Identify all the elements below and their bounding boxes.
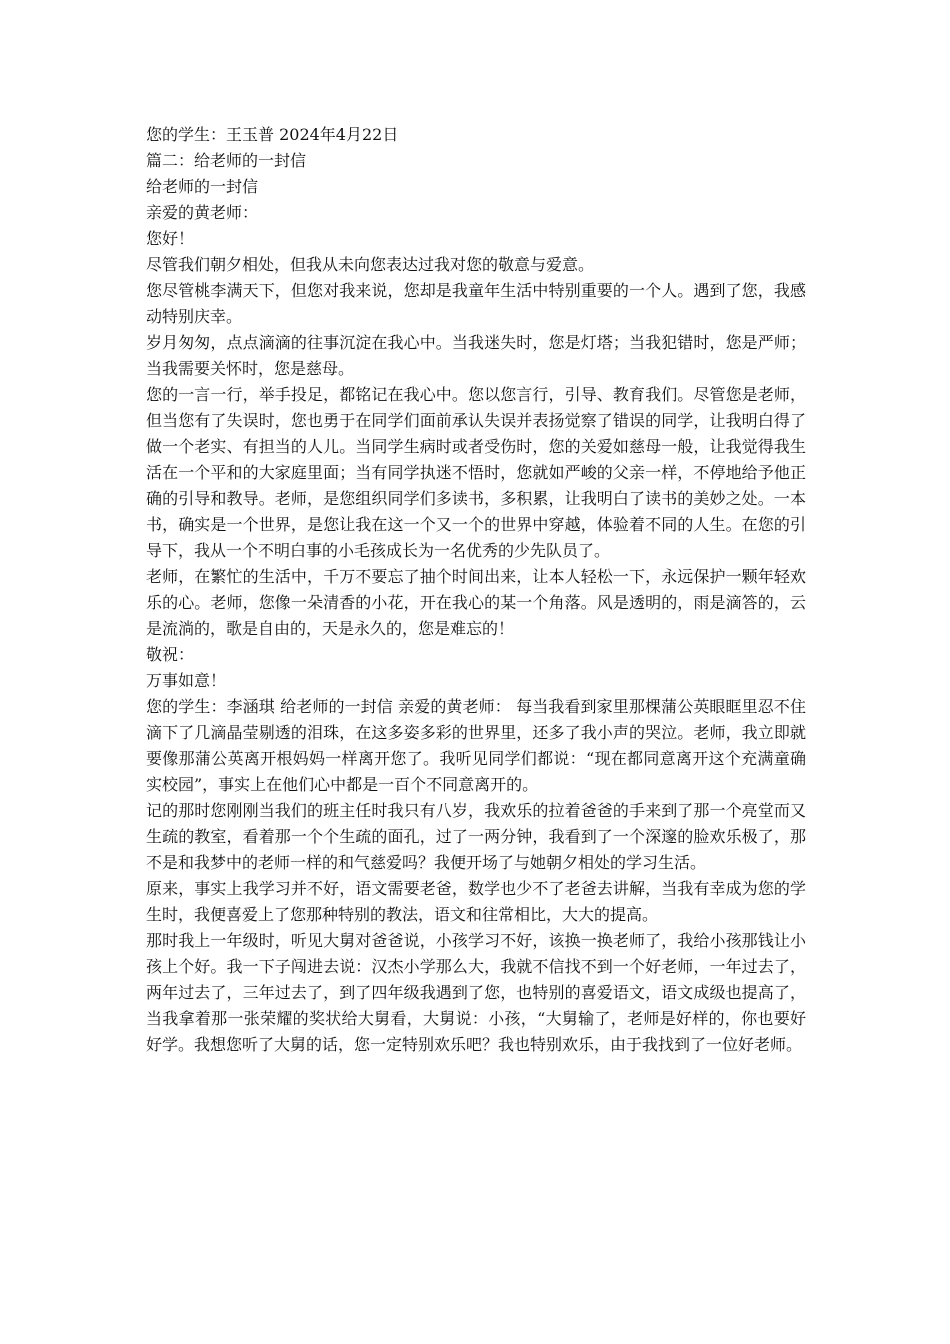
salutation: 亲爱的黄老师： — [146, 203, 259, 222]
closing-wish: 万事如意！ — [146, 671, 227, 690]
body-paragraph: 尽管我们朝夕相处，但我从未向您表达过我对您的敬意与爱意。 — [146, 255, 595, 274]
body-paragraph: 您尽管桃李满天下，但您对我来说，您却是我童年生活中特别重要的一个人。遇到了您，我感动特别庆幸。 — [146, 281, 806, 326]
body-paragraph: 原来，事实上我学习并不好，语文需要老爸，数学也少不了老爸去讲解，当我有幸成为您的学生时，我便喜爱上了您那种特别的教法，语文和往常相比，大大的提高。 — [146, 879, 806, 924]
signature-line: 您的学生：王玉普 2024年4月22日 — [146, 125, 399, 144]
section-heading: 篇二：给老师的一封信 — [146, 151, 307, 170]
body-paragraph: 您的一言一行，举手投足，都铭记在我心中。您以您言行，引导、教育我们。尽管您是老师，但当您有了失误时，您也勇于在同学们面前承认失误并表扬觉察了错误的同学，让我明白得了做一个老实、有担当的人儿。当同学生病时或者受伤时，您的关爱如慈母一般，让我觉得我生活在一个平和的大家庭里面；当有同学执迷不悟时，您就如严峻的父亲一样，不停地给予他正确的引导和教导。老师，是您组织同学们多读书，多积累，让我明白了读书的美妙之处。一本书，确实是一个世界，是您让我在这一个又一个的世界中穿越，体验着不同的人生。在您的引导下，我从一个不明白事的小毛孩成长为一名优秀的少先队员了。 — [146, 385, 806, 560]
body-paragraph: 岁月匆匆，点点滴滴的往事沉淀在我心中。当我迷失时，您是灯塔；当我犯错时，您是严师；当我需要关怀时，您是慈母。 — [146, 333, 806, 378]
body-paragraph: 那时我上一年级时，听见大舅对爸爸说，小孩学习不好，该换一换老师了，我给小孩那钱让小孩上个好。我一下子闯进去说：汉杰小学那么大，我就不信找不到一个好老师，一年过去了，两年过去了，三年过去了，到了四年级我遇到了您，也特别的喜爱语文，语文成级也提高了，当我拿着那一张荣耀的奖状给大舅看，大舅说：小孩，“大舅输了，老师是好样的，你也要好好学。我想您听了大舅的话，您一定特别欢乐吧？我也特别欢乐，由于我找到了一位好老师。 — [146, 931, 806, 1054]
greeting: 您好！ — [146, 229, 195, 248]
body-paragraph: 老师，在繁忙的生活中，千万不要忘了抽个时间出来，让本人轻松一下，永远保护一颗年轻欢乐的心。老师，您像一朵清香的小花，开在我心的某一个角落。风是透明的，雨是滴答的，云是流淌的，歌是自由的，天是永久的，您是难忘的！ — [146, 567, 806, 638]
body-paragraph: 您的学生：李涵琪 给老师的一封信 亲爱的黄老师： 每当我看到家里那棵蒲公英眼眶里忍不住滴下了几滴晶莹剔透的泪珠，在这多姿多彩的世界里，还多了我小声的哭泣。老师，我立即就要像那蒲公英离开根妈妈一样离开您了。我听见同学们都说：“现在都同意离开这个充满童确实校园”，事实上在他们心中都是一百个不同意离开的。 — [146, 697, 806, 794]
letter-title: 给老师的一封信 — [146, 177, 259, 196]
closing-salute: 敬祝： — [146, 645, 195, 664]
document-body — [146, 122, 806, 1058]
body-paragraph: 记的那时您刚刚当我们的班主任时我只有八岁，我欢乐的拉着爸爸的手来到了那一个亮堂而又生疏的教室，看着那一个个生疏的面孔，过了一两分钟，我看到了一个深邃的脸欢乐极了，那不是和我梦中的老师一样的和气慈爱吗？我便开场了与她朝夕相处的学习生活。 — [146, 801, 806, 872]
